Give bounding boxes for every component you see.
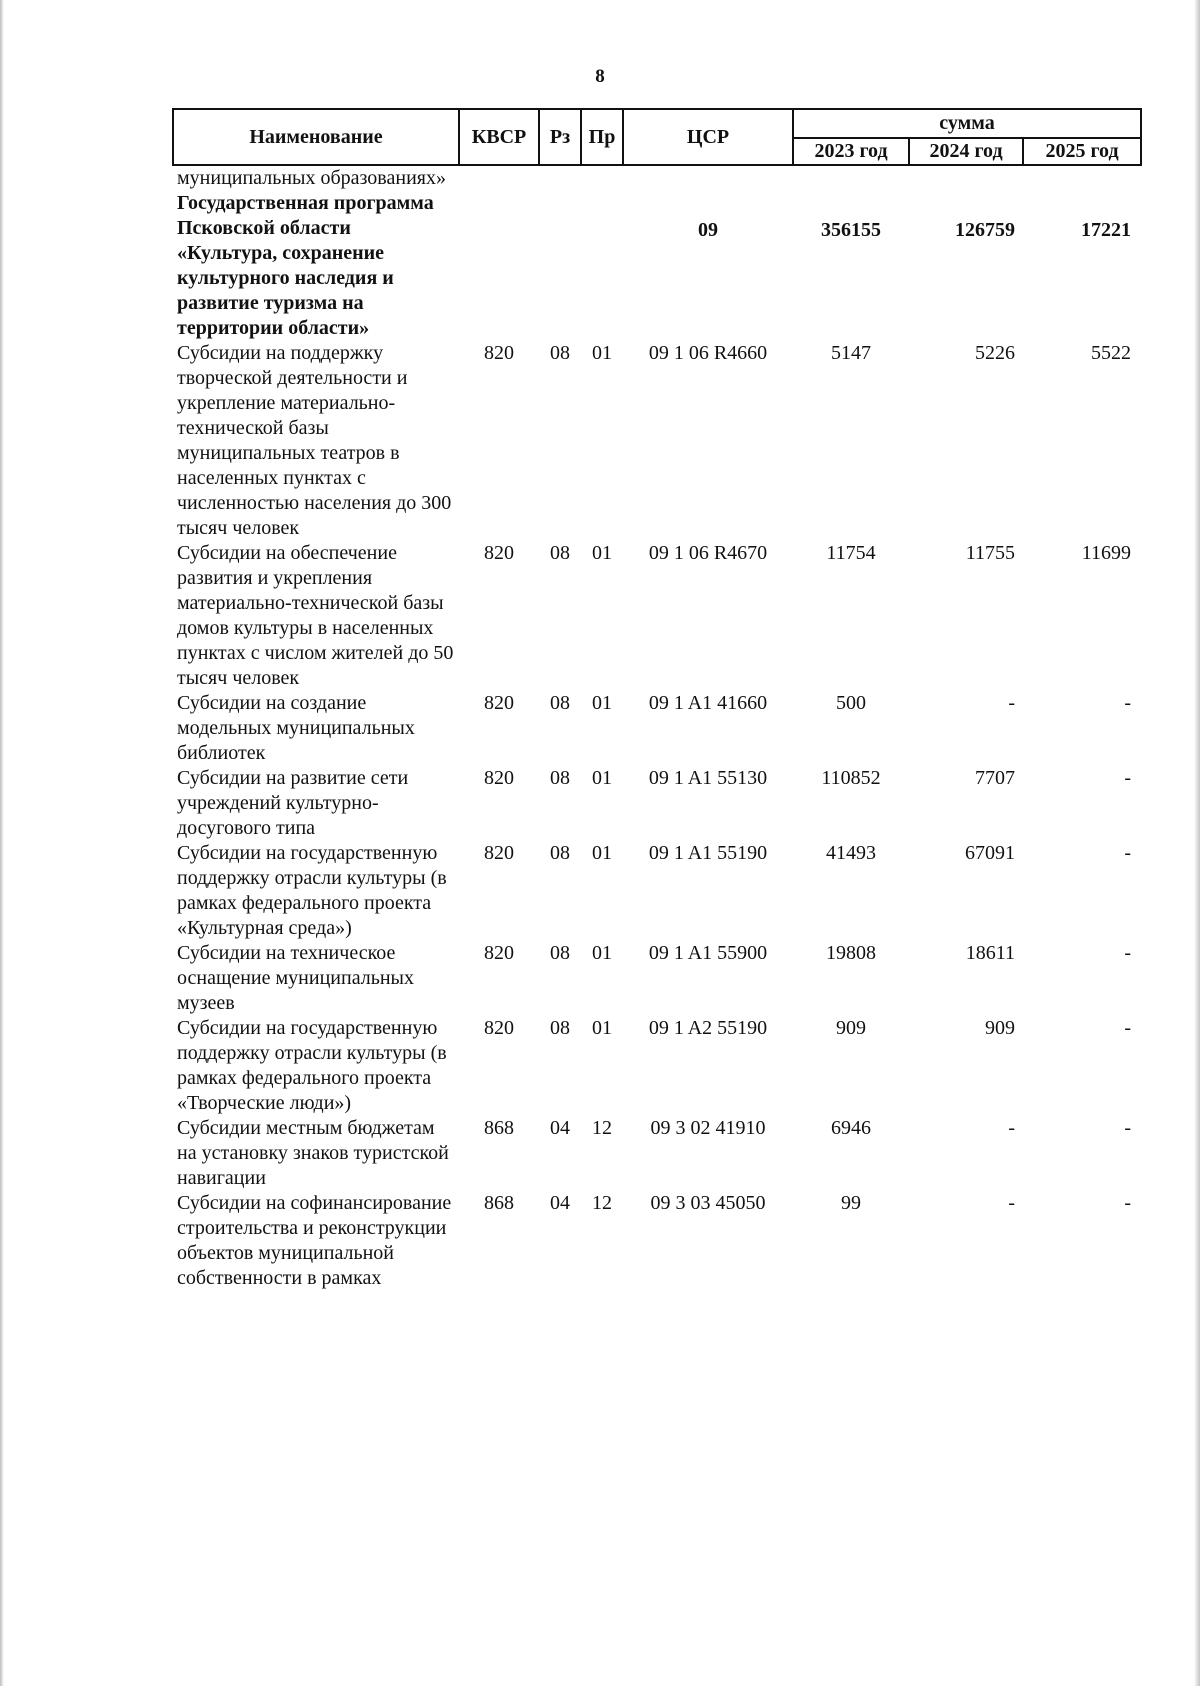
header-pr: Пр — [581, 109, 623, 165]
row-kvsr: 868 — [484, 1117, 514, 1139]
row-sum-2023: 6946 — [831, 1117, 871, 1139]
row-rz: 08 — [550, 542, 570, 564]
row-kvsr: 820 — [484, 692, 514, 714]
row-sum-2024: - — [1008, 692, 1015, 714]
page-number: 8 — [595, 66, 605, 87]
header-kvsr: КВСР — [459, 109, 539, 165]
row-sum-2023: 500 — [836, 692, 866, 714]
table-row — [173, 1116, 1141, 1191]
table-header — [173, 109, 1141, 165]
row-name: Субсидии на создание модельных муниципальных библиотек — [177, 692, 415, 764]
row-sum-2023: 356155 — [821, 219, 881, 241]
row-pr: 01 — [592, 842, 612, 864]
row-name: Субсидии на обеспечение развития и укрепления материально-технической базы домов культуры в населенных пунктах с числом жителей до 50 тысяч человек — [177, 542, 454, 689]
row-sum-2025: 5522 — [1091, 342, 1132, 364]
row-sum-2024: 909 — [985, 1017, 1015, 1039]
row-csr: 09 1 06 R4660 — [648, 342, 768, 364]
header-rz: Рз — [539, 109, 581, 165]
row-csr: 09 1 06 R4670 — [648, 542, 768, 564]
row-pr: 01 — [592, 767, 612, 789]
table-row — [173, 541, 1141, 691]
row-rz: 04 — [550, 1192, 570, 1214]
row-sum-2024: 11755 — [965, 542, 1015, 564]
row-rz: 08 — [550, 342, 570, 364]
row-pr: 01 — [592, 1017, 612, 1039]
row-kvsr: 820 — [484, 1017, 514, 1039]
row-rz: 08 — [550, 842, 570, 864]
scan-edge-left — [0, 0, 4, 1686]
row-rz: 08 — [550, 1017, 570, 1039]
row-rz: 08 — [550, 767, 570, 789]
row-kvsr: 820 — [484, 342, 514, 364]
row-rz: 08 — [550, 692, 570, 714]
budget-table — [172, 108, 1142, 1291]
row-name: Субсидии на развитие сети учреждений культурно-досугового типа — [177, 767, 409, 839]
row-sum-2023: 41493 — [826, 842, 876, 864]
row-csr: 09 — [698, 219, 718, 241]
table-row — [173, 766, 1141, 841]
row-sum-2023 — [793, 165, 909, 191]
row-rz — [539, 191, 581, 341]
row-pr — [581, 191, 623, 341]
row-name: Субсидии на поддержку творческой деятельности и укрепление материально-технической базы муниципальных театров в населенных пунктах с численностью населения до 300 тысяч человек — [177, 342, 452, 539]
table-row — [173, 841, 1141, 941]
row-kvsr: 868 — [484, 1192, 514, 1214]
header-year-2025: 2025 год — [1023, 138, 1141, 165]
row-sum-2023: 19808 — [826, 942, 876, 964]
row-csr: 09 1 A1 41660 — [648, 692, 768, 714]
row-csr: 09 1 A2 55190 — [648, 1017, 768, 1039]
header-name: Наименование — [173, 109, 459, 165]
row-sum-2023: 5147 — [831, 342, 871, 364]
row-sum-2023: 99 — [841, 1192, 861, 1214]
row-sum-2024: - — [1008, 1117, 1015, 1139]
table-row — [173, 341, 1141, 541]
header-csr: ЦСР — [623, 109, 793, 165]
row-pr: 01 — [592, 542, 612, 564]
row-sum-2025: - — [1124, 1192, 1132, 1214]
row-sum-2023: 110852 — [821, 767, 881, 789]
row-sum-2025: - — [1124, 767, 1132, 789]
row-sum-2025: - — [1124, 1117, 1132, 1139]
header-year-2023: 2023 год — [793, 138, 909, 165]
row-pr: 01 — [592, 342, 612, 364]
row-csr: 09 1 A1 55190 — [648, 842, 768, 864]
row-sum-2024: 18611 — [965, 942, 1015, 964]
row-csr — [623, 165, 793, 191]
row-name: муниципальных образованиях» — [177, 167, 446, 189]
row-kvsr: 820 — [484, 942, 514, 964]
row-kvsr: 820 — [484, 542, 514, 564]
row-csr: 09 3 02 41910 — [650, 1117, 766, 1139]
row-sum-2025 — [1023, 165, 1141, 191]
header-year-2024: 2024 год — [909, 138, 1023, 165]
row-name: Субсидии местным бюджетам на установку знаков туристской навигации — [177, 1117, 449, 1189]
row-sum-2023: 11754 — [826, 542, 876, 564]
row-name: Субсидии на государственную поддержку отрасли культуры (в рамках федерального проекта «Культурная среда») — [177, 842, 447, 939]
row-kvsr — [459, 191, 539, 341]
row-sum-2025: - — [1124, 842, 1132, 864]
table-row — [173, 1191, 1141, 1291]
table-row — [173, 165, 1141, 191]
row-sum-2025: - — [1124, 692, 1132, 714]
row-kvsr — [459, 165, 539, 191]
row-sum-2025: - — [1124, 942, 1132, 964]
row-kvsr: 820 — [484, 842, 514, 864]
row-pr: 01 — [592, 942, 612, 964]
row-rz: 04 — [550, 1117, 570, 1139]
row-pr: 12 — [592, 1117, 612, 1139]
row-name: Субсидии на государственную поддержку отрасли культуры (в рамках федерального проекта «Творческие люди») — [177, 1017, 447, 1114]
row-csr: 09 1 A1 55130 — [648, 767, 768, 789]
row-pr: 01 — [592, 692, 612, 714]
row-name: Субсидии на софинансирование строительства и реконструкции объектов муниципальной собственности в рамках — [177, 1192, 452, 1289]
row-sum-2025: 11699 — [1081, 542, 1132, 564]
row-csr: 09 1 A1 55900 — [648, 942, 768, 964]
row-sum-2024: 126759 — [955, 219, 1015, 241]
row-kvsr: 820 — [484, 767, 514, 789]
row-sum-2024: 7707 — [975, 767, 1015, 789]
row-name: Государственная программа Псковской области «Культура, сохранение культурного наследия и развитие туризма на территории области» — [177, 192, 434, 339]
row-pr — [581, 165, 623, 191]
row-csr: 09 3 03 45050 — [650, 1192, 766, 1214]
row-sum-2025: - — [1124, 1017, 1132, 1039]
scan-edge-right — [1194, 0, 1200, 1686]
table-row — [173, 1016, 1141, 1116]
header-sum: сумма — [793, 109, 1141, 138]
row-sum-2023: 909 — [836, 1017, 866, 1039]
row-sum-2025: 17221 — [1081, 219, 1132, 241]
row-rz: 08 — [550, 942, 570, 964]
row-sum-2024 — [909, 165, 1023, 191]
row-sum-2024: - — [1008, 1192, 1015, 1214]
table-body — [173, 165, 1141, 1291]
table-row — [173, 191, 1141, 341]
row-rz — [539, 165, 581, 191]
row-pr: 12 — [592, 1192, 612, 1214]
table-row — [173, 691, 1141, 766]
row-name: Субсидии на техническое оснащение муниципальных музеев — [177, 942, 414, 1014]
table-row — [173, 941, 1141, 1016]
row-sum-2024: 5226 — [975, 342, 1015, 364]
row-sum-2024: 67091 — [965, 842, 1015, 864]
